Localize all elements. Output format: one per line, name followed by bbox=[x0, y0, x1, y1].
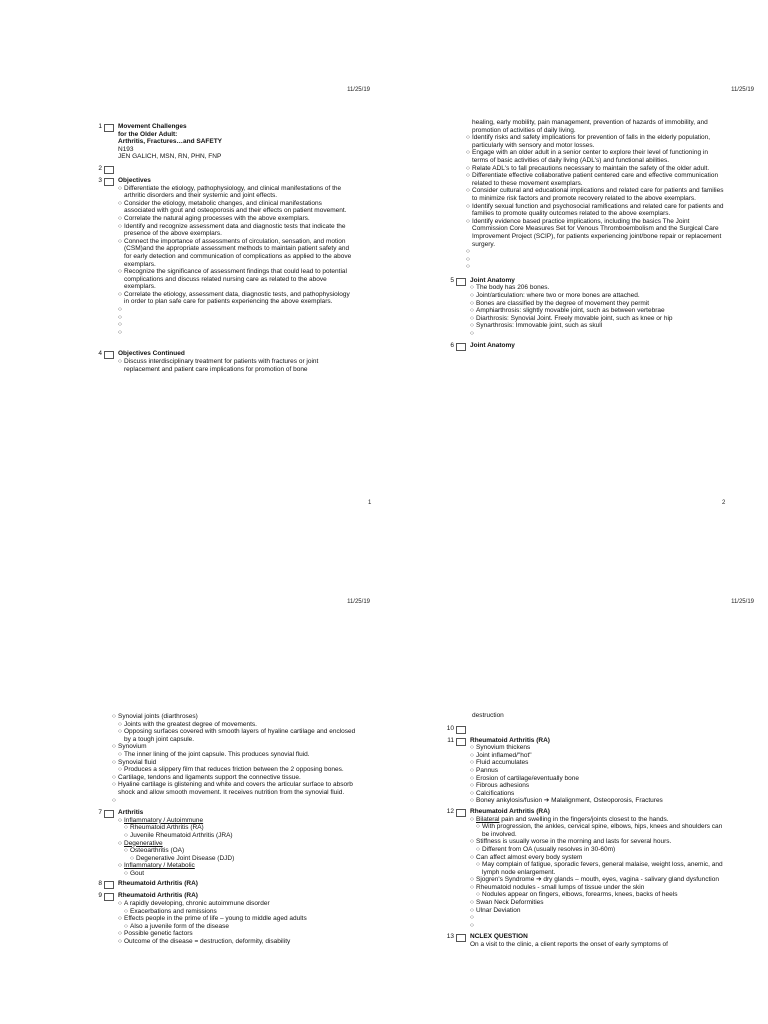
bullet-item bbox=[112, 766, 358, 774]
bullet-text: Synovium thickens bbox=[476, 744, 531, 752]
bullet-circle-icon: ○ bbox=[118, 184, 122, 192]
bullet-item bbox=[118, 200, 354, 215]
bullet-circle-icon: ○ bbox=[470, 797, 474, 805]
bullet-item bbox=[118, 855, 358, 863]
bullet-circle-icon: ○ bbox=[476, 891, 480, 899]
slide-10 bbox=[444, 725, 726, 734]
bullet-text: Boney ankylosis/fusion ➔ Malalignment, Osteoporosis, Fractures bbox=[476, 797, 663, 805]
bullet-item bbox=[470, 759, 726, 767]
bullet-circle-icon: ○ bbox=[470, 744, 474, 752]
bullet-list bbox=[92, 713, 358, 804]
slide-2 bbox=[92, 165, 354, 174]
bullet-text: Joints with the greatest degree of movements. bbox=[124, 720, 257, 728]
bullet-text: Rheumatoid nodules - small lumps of tissue under the skin bbox=[476, 883, 645, 891]
bullet-item bbox=[470, 797, 726, 805]
bullet-item bbox=[112, 721, 358, 729]
bullet-text: Joint/articulation: where two or more bones are attached. bbox=[476, 292, 640, 300]
bullet-item bbox=[470, 876, 726, 884]
slide-number: 2 bbox=[98, 164, 102, 172]
bullet-circle-icon: ○ bbox=[118, 313, 122, 321]
slide-title-line: Arthritis, Fractures…and SAFETY bbox=[118, 138, 223, 146]
bullet-text: Connect the importance of assessments of circulation, sensation, and motion (CSM)and the appropriate assessment methods to maintain patient safety and for early detection and communication of complications as applied to the above exemplars. bbox=[124, 237, 352, 268]
bullet-text: Outcome of the disease = destruction, deformity, disability bbox=[124, 938, 291, 946]
bullet-circle-icon: ○ bbox=[470, 284, 474, 292]
slide-7 bbox=[92, 809, 358, 877]
bullet-item bbox=[470, 315, 724, 323]
bullet-circle-icon: ○ bbox=[118, 306, 122, 314]
bullet-text: Bilateral pain and swelling in the fingers/joints closest to the hands. bbox=[476, 815, 669, 823]
slide-number: 6 bbox=[450, 341, 454, 349]
bullet-list bbox=[118, 817, 358, 878]
bullet-circle-icon: ○ bbox=[470, 751, 474, 759]
bullet-item bbox=[118, 908, 358, 916]
bullet-circle-icon: ○ bbox=[124, 907, 128, 915]
bullet-item bbox=[118, 840, 358, 848]
continued-text: healing, early mobility, pain management, prevention of hazards of immobility, and promotion of activities of daily living. bbox=[472, 119, 708, 134]
bullet-item bbox=[112, 743, 358, 751]
bullet-text: Consider cultural and educational implications and related care for patients and families to minimize risk factors and promote recovery related to the above exemplars. bbox=[472, 187, 724, 202]
bullet-circle-icon: ○ bbox=[124, 922, 128, 930]
bullet-text: Rheumatoid Arthritis (RA) bbox=[130, 824, 204, 832]
bullet-item bbox=[118, 923, 358, 931]
bullet-text: Stiffness is usually worse in the morning and lasts for several hours. bbox=[476, 838, 672, 846]
bullet-circle-icon: ○ bbox=[470, 299, 474, 307]
slide-number: 10 bbox=[446, 724, 454, 732]
bullet-text: Sjogren's Syndrome ➔ dry glands – mouth, eyes, vagina - salivary gland dysfunction bbox=[476, 876, 719, 884]
bullet-text: A rapidly developing, chronic autoimmune disorder bbox=[124, 900, 270, 908]
bullet-item bbox=[118, 862, 358, 870]
bullet-text: Identify and recognize assessment data and diagnostic tests that indicate the presence of the above exemplars. bbox=[124, 222, 346, 238]
bullet-circle-icon: ○ bbox=[112, 781, 116, 789]
page-4-content bbox=[446, 712, 726, 949]
bullet-text: Differentiate the etiology, pathophysiology, and clinical manifestations of the arthritic disorders and their systemic and joint effects. bbox=[124, 184, 342, 200]
note-checkbox[interactable] bbox=[456, 738, 466, 746]
bullet-text: Synovium bbox=[118, 743, 147, 751]
slide-number: 4 bbox=[98, 350, 102, 358]
bullet-item bbox=[470, 307, 724, 315]
bullet-circle-icon: ○ bbox=[118, 328, 122, 336]
bullet-text: Synovial fluid bbox=[118, 758, 157, 766]
bullet-item bbox=[112, 781, 358, 796]
note-checkbox[interactable] bbox=[456, 726, 466, 734]
bullet-circle-icon: ○ bbox=[476, 823, 480, 831]
slide-title: Rheumatoid Arthritis (RA) bbox=[118, 880, 198, 888]
bullet-text: Hyaline cartilage is glistening and white and covers the articular surface to absorb shock and allow smooth movement. It receives nutrition from the synovial fluid. bbox=[118, 781, 353, 796]
bullet-circle-icon: ○ bbox=[470, 883, 474, 891]
bullet-item bbox=[118, 329, 354, 337]
course-code: N193 bbox=[118, 145, 134, 153]
page-3-content bbox=[92, 713, 358, 946]
bullet-text: Degenerative bbox=[124, 839, 163, 847]
slide-title-line: Movement Challenges bbox=[118, 123, 187, 130]
bullet-circle-icon: ○ bbox=[470, 914, 474, 922]
bullet-circle-icon: ○ bbox=[470, 766, 474, 774]
question-text: On a visit to the clinic, a client reports the onset of early symptoms of bbox=[470, 941, 668, 949]
bullet-item bbox=[466, 263, 724, 271]
bullet-item bbox=[470, 292, 724, 300]
bullet-text: Relate ADL's to fall precautions necessary to maintain the safety of the older adult. bbox=[472, 164, 710, 172]
slide-1 bbox=[92, 123, 354, 161]
slide-number: 5 bbox=[450, 276, 454, 284]
bullet-item bbox=[470, 284, 724, 292]
slide-9 bbox=[92, 892, 358, 945]
bullet-list bbox=[458, 134, 724, 271]
bullet-item bbox=[470, 782, 726, 790]
bullet-item bbox=[470, 790, 726, 798]
bullet-circle-icon: ○ bbox=[118, 321, 122, 329]
slide-3 bbox=[92, 177, 354, 336]
bullet-text: Degenerative Joint Disease (DJD) bbox=[136, 854, 235, 862]
bullet-list bbox=[470, 284, 724, 337]
bullet-item bbox=[470, 752, 726, 760]
bullet-circle-icon: ○ bbox=[112, 773, 116, 781]
bullet-item bbox=[118, 185, 354, 200]
slide-number: 12 bbox=[446, 807, 454, 815]
slide-number: 8 bbox=[98, 880, 102, 888]
bullet-item bbox=[466, 172, 724, 187]
bullet-item bbox=[118, 223, 354, 238]
bullet-text: Opposing surfaces covered with smooth layers of hyaline cartilage and enclosed by a tough joint capsule. bbox=[124, 728, 356, 743]
page-date: 11/25/19 bbox=[347, 599, 370, 605]
bullet-circle-icon: ○ bbox=[118, 915, 122, 923]
bullet-circle-icon: ○ bbox=[466, 187, 470, 195]
bullet-text: Identify evidence based practice implications, including the basics The Joint Commission Core Measures Set for Venous Thromboembolism and the Surgical Care Improvement Project (SCIP), for patients experiencing joint/bone repair or replacement surgery. bbox=[472, 217, 722, 248]
bullet-item bbox=[118, 930, 358, 938]
bullet-text: Pannus bbox=[476, 766, 499, 774]
bullet-item bbox=[466, 149, 724, 164]
bullet-text: Discuss interdisciplinary treatment for patients with fractures or joint replacement and patient care implications for promotion of bone bbox=[124, 358, 319, 373]
bullet-item bbox=[470, 322, 724, 330]
author-line: JEN GALICH, MSN, RN, PHN, FNP bbox=[118, 153, 222, 161]
bullet-text: Swan Neck Deformities bbox=[476, 899, 544, 907]
bullet-item bbox=[118, 321, 354, 329]
bullet-item bbox=[466, 256, 724, 264]
bullet-circle-icon: ○ bbox=[470, 789, 474, 797]
note-checkbox[interactable] bbox=[456, 278, 466, 286]
bullet-circle-icon: ○ bbox=[470, 774, 474, 782]
bullet-item bbox=[470, 767, 726, 775]
bullet-circle-icon: ○ bbox=[466, 172, 470, 180]
slide-number: 1 bbox=[98, 123, 102, 130]
bullet-circle-icon: ○ bbox=[118, 199, 122, 207]
bullet-text: Juvenile Rheumatoid Arthritis (JRA) bbox=[130, 831, 233, 839]
bullet-item bbox=[112, 728, 358, 743]
bullet-item bbox=[118, 847, 358, 855]
page-number: 2 bbox=[722, 500, 726, 506]
bullet-item bbox=[466, 218, 724, 248]
bullet-item bbox=[470, 300, 724, 308]
bullet-circle-icon: ○ bbox=[118, 839, 122, 847]
page-number: 1 bbox=[368, 500, 372, 506]
bullet-item bbox=[112, 774, 358, 782]
bullet-list bbox=[118, 900, 358, 946]
bullet-text: Consider the etiology, metabolic changes, and clinical manifestations associated with gout and osteoporosis and their effects on patient movement. bbox=[124, 199, 347, 215]
bullet-item bbox=[470, 907, 726, 915]
bullet-item bbox=[470, 914, 726, 922]
bullet-text: Synarthrosis: Immovable joint, such as skull bbox=[476, 322, 603, 330]
note-checkbox[interactable] bbox=[456, 934, 466, 942]
bullet-text: Erosion of cartilage/eventually bone bbox=[476, 774, 579, 782]
continued-text: destruction bbox=[472, 712, 504, 719]
bullet-circle-icon: ○ bbox=[118, 816, 122, 824]
bullet-circle-icon: ○ bbox=[118, 358, 122, 366]
bullet-item bbox=[118, 915, 358, 923]
bullet-item bbox=[466, 187, 724, 202]
slide-number: 13 bbox=[446, 933, 454, 941]
bullet-text: Fluid accumulates bbox=[476, 759, 529, 767]
bullet-text: May complain of fatigue, sporadic fevers, general malaise, weight loss, anemic, and lymph node enlargement. bbox=[482, 861, 723, 876]
bullet-text: The body has 206 bones. bbox=[476, 284, 550, 292]
bullet-text: Recognize the significance of assessment findings that could lead to potential complications and discuss related nursing care as related to the above exemplars. bbox=[124, 268, 347, 291]
bullet-item bbox=[118, 291, 354, 306]
slide-title: Objectives Continued bbox=[118, 350, 185, 358]
bullet-text: Can affect almost every body system bbox=[476, 853, 583, 861]
bullet-item bbox=[470, 854, 726, 862]
bullet-circle-icon: ○ bbox=[466, 217, 470, 225]
bullet-text: Exacerbations and remissions bbox=[130, 907, 217, 915]
bullet-circle-icon: ○ bbox=[118, 214, 122, 222]
bullet-text: Inflammatory / Metabolic bbox=[124, 862, 195, 870]
bullet-circle-icon: ○ bbox=[470, 815, 474, 823]
bullet-circle-icon: ○ bbox=[470, 838, 474, 846]
bullet-list bbox=[470, 744, 726, 805]
bullet-text: Cartilage, tendons and ligaments support the connective tissue. bbox=[118, 773, 301, 781]
bullet-item bbox=[118, 215, 354, 223]
slide-title-line: for the Older Adult: bbox=[118, 130, 178, 138]
bullet-circle-icon: ○ bbox=[470, 899, 474, 907]
bullet-text: Engage with an older adult in a senior center to explore their level of functioning in terms of basic activities of daily living (ADL's) and functional abilities. bbox=[472, 149, 708, 164]
slide-title: Joint Anatomy bbox=[470, 341, 515, 349]
bullet-circle-icon: ○ bbox=[466, 202, 470, 210]
bullet-circle-icon: ○ bbox=[470, 322, 474, 330]
slide-title: Rheumatoid Arthritis (RA) bbox=[118, 892, 198, 900]
bullet-circle-icon: ○ bbox=[470, 782, 474, 790]
bullet-circle-icon: ○ bbox=[466, 263, 470, 271]
bullet-text: Joint inflamed/"hot" bbox=[476, 751, 532, 759]
bullet-text: Differentiate effective collaborative patient centered care and effective communication related to these movement exemplars. bbox=[472, 172, 719, 187]
bullet-circle-icon: ○ bbox=[470, 759, 474, 767]
bullet-item bbox=[118, 870, 358, 878]
page-date: 11/25/19 bbox=[347, 87, 370, 93]
bullet-item bbox=[470, 330, 724, 338]
page-date: 11/25/19 bbox=[731, 87, 754, 93]
bullet-item bbox=[470, 899, 726, 907]
slide-title: Joint Anatomy bbox=[470, 276, 515, 284]
bullet-circle-icon: ○ bbox=[466, 255, 470, 263]
bullet-item bbox=[470, 846, 726, 854]
bullet-text: Different from OA (usually resolves in 30-60m) bbox=[482, 845, 616, 853]
bullet-list bbox=[118, 358, 354, 373]
bullet-item bbox=[470, 861, 726, 876]
note-checkbox[interactable] bbox=[456, 809, 466, 817]
note-checkbox[interactable] bbox=[104, 351, 114, 359]
bullet-circle-icon: ○ bbox=[466, 164, 470, 172]
bullet-text: Correlate the etiology, assessment data, diagnostic tests, and pathophysiology in order to plan safe care for patients experiencing the above exemplars. bbox=[124, 290, 350, 306]
bullet-item bbox=[112, 797, 358, 805]
bullet-circle-icon: ○ bbox=[470, 330, 474, 338]
slide-8 bbox=[92, 880, 358, 889]
bullet-item bbox=[470, 823, 726, 838]
bullet-text: Osteoarthritis (OA) bbox=[130, 847, 185, 855]
page-1-content bbox=[92, 123, 354, 373]
bullet-circle-icon: ○ bbox=[112, 713, 116, 720]
bullet-item bbox=[466, 134, 724, 149]
bullet-text: Identify risks and safety implications for prevention of falls in the elderly population, particularly with sensory and motor losses. bbox=[472, 134, 711, 149]
slide-title: NCLEX QUESTION bbox=[470, 933, 528, 941]
bullet-circle-icon: ○ bbox=[118, 862, 122, 870]
bullet-text: With progression, the ankles, cervical spine, elbows, hips, knees and shoulders can be involved. bbox=[482, 823, 723, 838]
slide-13 bbox=[444, 933, 726, 948]
slide-4 bbox=[92, 350, 354, 373]
bullet-circle-icon: ○ bbox=[118, 930, 122, 938]
note-checkbox[interactable] bbox=[104, 124, 114, 132]
bullet-text: Calcifications bbox=[476, 789, 515, 797]
note-checkbox[interactable] bbox=[104, 881, 114, 889]
bullet-item bbox=[470, 744, 726, 752]
bullet-item bbox=[118, 817, 358, 825]
slide-number: 9 bbox=[98, 892, 102, 900]
note-checkbox[interactable] bbox=[456, 343, 466, 351]
bullet-list bbox=[118, 185, 354, 337]
bullet-item bbox=[118, 358, 354, 373]
note-checkbox[interactable] bbox=[104, 810, 114, 818]
bullet-circle-icon: ○ bbox=[112, 743, 116, 751]
slide-title: Rheumatoid Arthritis (RA) bbox=[470, 736, 550, 744]
bullet-circle-icon: ○ bbox=[124, 824, 128, 832]
note-checkbox[interactable] bbox=[104, 893, 114, 901]
bullet-text: Produces a slippery film that reduces friction between the 2 opposing bones. bbox=[124, 766, 344, 774]
bullet-item bbox=[118, 824, 358, 832]
bullet-text: Diarthrosis: Synovial Joint. Freely movable joint, such as knee or hip bbox=[476, 314, 673, 322]
slide-12 bbox=[444, 808, 726, 930]
bullet-item bbox=[466, 203, 724, 218]
bullet-item bbox=[118, 306, 354, 314]
bullet-item bbox=[466, 165, 724, 173]
bullet-circle-icon: ○ bbox=[130, 854, 134, 862]
bullet-circle-icon: ○ bbox=[470, 906, 474, 914]
bullet-circle-icon: ○ bbox=[476, 861, 480, 869]
bullet-item bbox=[118, 268, 354, 291]
bullet-circle-icon: ○ bbox=[124, 869, 128, 877]
bullet-text: Inflammatory / Autoimmune bbox=[124, 816, 204, 824]
bullet-item bbox=[470, 884, 726, 892]
bullet-circle-icon: ○ bbox=[118, 290, 122, 298]
page-date: 11/25/19 bbox=[731, 599, 754, 605]
bullet-text: Possible genetic factors bbox=[124, 930, 193, 938]
bullet-item bbox=[470, 775, 726, 783]
bullet-list bbox=[470, 816, 726, 930]
bullet-text: The inner lining of the joint capsule. This produces synovial fluid. bbox=[124, 750, 310, 758]
slide-title: Objectives bbox=[118, 176, 151, 184]
slide-6 bbox=[444, 342, 724, 351]
bullet-circle-icon: ○ bbox=[118, 750, 122, 758]
bullet-item bbox=[118, 238, 354, 268]
note-checkbox[interactable] bbox=[104, 178, 114, 186]
bullet-text: Identify sexual function and psychosocial ramifications and related care for patients and families to promote quality outcomes related to the above exemplars. bbox=[472, 202, 724, 218]
bullet-item bbox=[118, 832, 358, 840]
bullet-circle-icon: ○ bbox=[470, 876, 474, 884]
bullet-circle-icon: ○ bbox=[118, 268, 122, 276]
bullet-circle-icon: ○ bbox=[118, 938, 122, 946]
bullet-circle-icon: ○ bbox=[476, 845, 480, 853]
bullet-circle-icon: ○ bbox=[112, 758, 116, 766]
bullet-item bbox=[112, 751, 358, 759]
slide-number: 3 bbox=[98, 176, 102, 184]
bullet-item bbox=[112, 759, 358, 767]
bullet-text: Fibrous adhesions bbox=[476, 782, 530, 790]
bullet-item bbox=[118, 314, 354, 322]
bullet-text: Synovial joints (diarthroses) bbox=[118, 713, 198, 720]
bullet-circle-icon: ○ bbox=[124, 831, 128, 839]
bullet-text: Gout bbox=[130, 869, 145, 877]
bullet-item bbox=[118, 938, 358, 946]
slide-title: Arthritis bbox=[118, 809, 144, 817]
bullet-circle-icon: ○ bbox=[470, 292, 474, 300]
bullet-circle-icon: ○ bbox=[118, 766, 122, 774]
slide-title: Rheumatoid Arthritis (RA) bbox=[470, 807, 550, 815]
slide-5 bbox=[444, 277, 724, 338]
note-checkbox[interactable] bbox=[104, 166, 114, 174]
slide-number: 11 bbox=[447, 736, 454, 744]
bullet-text: Correlate the natural aging processes with the above exemplars. bbox=[124, 214, 310, 222]
bullet-item bbox=[470, 891, 726, 899]
bullet-text: Bones are classified by the degree of movement they permit bbox=[476, 299, 650, 307]
bullet-text: Nodules appear on fingers, elbows, forearms, knees, backs of heels bbox=[482, 891, 678, 899]
bullet-circle-icon: ○ bbox=[118, 222, 122, 230]
bullet-item bbox=[466, 248, 724, 256]
bullet-circle-icon: ○ bbox=[112, 796, 116, 804]
bullet-circle-icon: ○ bbox=[470, 921, 474, 929]
bullet-circle-icon: ○ bbox=[124, 847, 128, 855]
bullet-circle-icon: ○ bbox=[118, 720, 122, 728]
bullet-circle-icon: ○ bbox=[466, 134, 470, 142]
bullet-item bbox=[118, 900, 358, 908]
bullet-circle-icon: ○ bbox=[466, 248, 470, 256]
bullet-circle-icon: ○ bbox=[466, 149, 470, 157]
bullet-circle-icon: ○ bbox=[118, 237, 122, 245]
page-2-content bbox=[450, 119, 724, 351]
bullet-circle-icon: ○ bbox=[470, 853, 474, 861]
bullet-item bbox=[470, 838, 726, 846]
bullet-circle-icon: ○ bbox=[470, 314, 474, 322]
bullet-circle-icon: ○ bbox=[118, 900, 122, 908]
bullet-text: Effects people in the prime of life – young to middle aged adults bbox=[124, 915, 307, 923]
bullet-circle-icon: ○ bbox=[470, 307, 474, 315]
bullet-item bbox=[470, 816, 726, 824]
slide-11 bbox=[444, 737, 726, 805]
slide-number: 7 bbox=[98, 809, 102, 817]
bullet-text: Also a juvenile form of the disease bbox=[130, 922, 229, 930]
bullet-item bbox=[470, 922, 726, 930]
bullet-text: Amphiarthrosis: slightly movable joint, such as between vertebrae bbox=[476, 307, 665, 315]
bullet-circle-icon: ○ bbox=[118, 728, 122, 736]
bullet-item bbox=[112, 713, 358, 721]
bullet-text: Ulnar Deviation bbox=[476, 906, 521, 914]
